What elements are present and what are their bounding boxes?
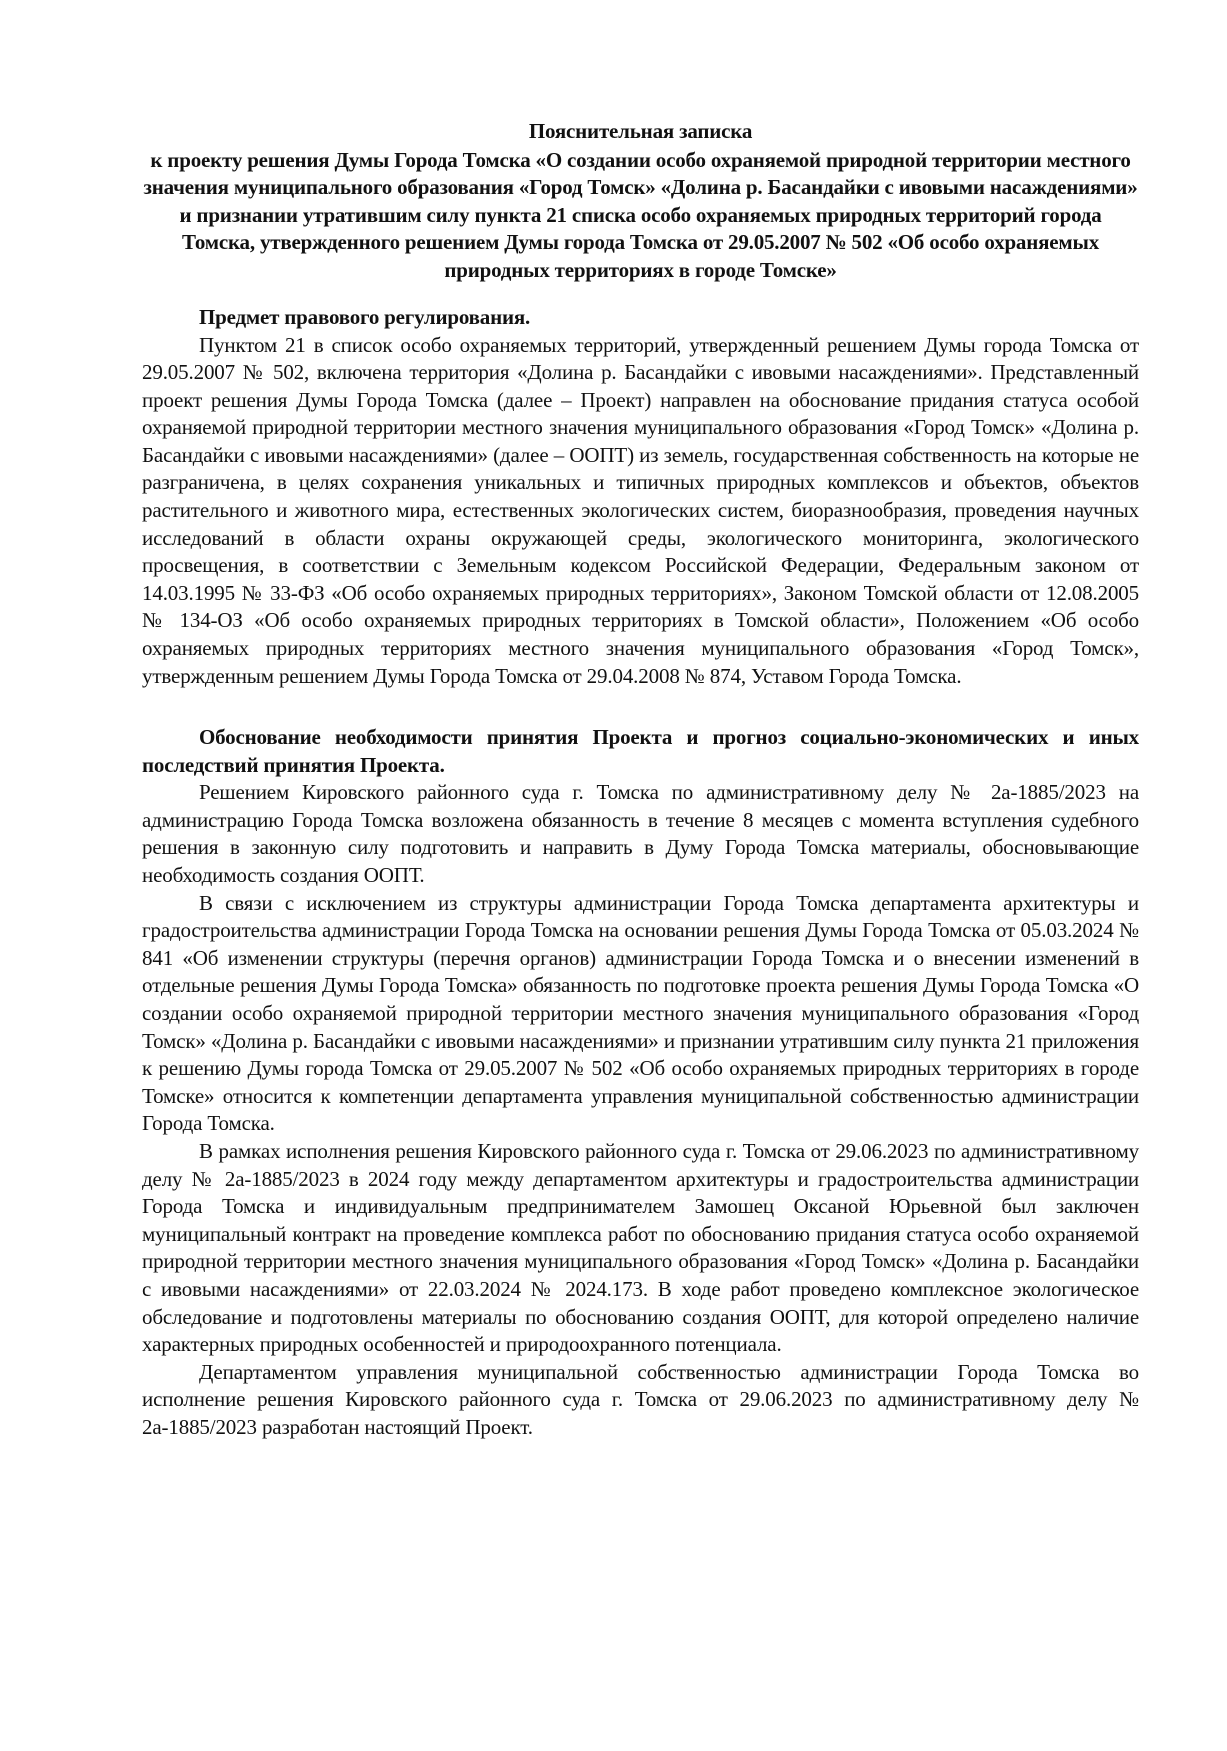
paragraph: Пунктом 21 в список особо охраняемых территорий, утвержденный решением Думы города Томска от 29.05.2007 № 502, включена территория «Долина р. Басандайки с ивовыми насаждениями». Представленный проект решения Думы Города Томска (далее – Проект) направлен на обоснование придания статуса особой охраняемой природной территории местного значения муниципального образования «Город Томск» «Долина р. Басандайки с ивовыми насаждениями» (далее – ООПТ) из земель, государственная собственность на которые не разграничена, в целях сохранения уникальных и типичных природных комплексов и объектов, объектов растительного и животного мира, естественных экологических систем, биоразнообразия, проведения научных исследований в области охраны окружающей среды, экологического мониторинга, экологического просвещения, в соответствии с Земельным кодексом Российской Федерации, Федеральным законом от 14.03.1995 № 33-ФЗ «Об особо охраняемых природных территориях», Законом Томской области от 12.08.2005 № 134-ОЗ «Об особо охраняемых природных территориях в Томской области», Положением «Об особо охраняемых природных территориях местного значения муниципального образования «Город Томск», утвержденным решением Думы Города Томска от 29.04.2008 № 874, Уставом Города Томска. xyxy=(142,332,1139,688)
paragraph: Департаментом управления муниципальной собственностью администрации Города Томска во исполнение решения Кировского районного суда г. Томска от 29.06.2023 по административному делу № 2а-1885/2023 разработан настоящий Проект. xyxy=(142,1359,1139,1439)
document-subtitle: к проекту решения Думы Города Томска «О создании особо охраняемой природной территории местного значения муниципального образования «Город Томск» «Долина р. Басандайки с ивовыми насаждениями» и признании утратившим силу пункта 21 списка особо охраняемых природных территорий города Томска, утвержденного решением Думы города Томска от 29.05.2007 № 502 «Об особо охраняемых природных территориях в городе Томске» xyxy=(143,147,1138,282)
document-title: Пояснительная записка xyxy=(528,119,753,143)
paragraph: Решением Кировского районного суда г. Томска по административному делу № 2а-1885/2023 на администрацию Города Томска возложена обязанность в течение 8 месяцев с момента вступления судебного решения в законную силу подготовить и направить в Думу Города Томска материалы, обосновывающие необходимость создания ООПТ. xyxy=(142,780,1139,887)
section-justification xyxy=(142,724,1139,1441)
document-title-block xyxy=(142,118,1139,284)
section-heading: Предмет правового регулирования. xyxy=(199,305,531,329)
paragraph: В связи с исключением из структуры администрации Города Томска департамента архитектуры и градостроительства администрации Города Томска на основании решения Думы Города Томска от 05.03.2024 № 841 «Об изменении структуры (перечня органов) администрации Города Томска и о внесении изменений в отдельные решения Думы Города Томска» обязанность по подготовке проекта решения Думы Города Томска «О создании особо охраняемой природной территории местного значения муниципального образования «Город Томск» «Долина р. Басандайки с ивовыми насаждениями» и признании утратившим силу пункта 21 приложения к решению Думы города Томска от 29.05.2007 № 502 «Об особо охраняемых природных территориях в городе Томске» относится к компетенции департамента управления муниципальной собственностью администрации Города Томска. xyxy=(142,890,1139,1136)
section-regulation-subject xyxy=(142,304,1139,690)
section-heading: Обоснование необходимости принятия Проекта и прогноз социально-экономических и иных последствий принятия Проекта. xyxy=(142,725,1139,777)
paragraph: В рамках исполнения решения Кировского районного суда г. Томска от 29.06.2023 по административному делу № 2а-1885/2023 в 2024 году между департаментом архитектуры и градостроительства администрации Города Томска и индивидуальным предпринимателем Замошец Оксаной Юрьевной был заключен муниципальный контракт на проведение комплекса работ по обоснованию придания статуса особо охраняемой природной территории местного значения муниципального образования «Город Томск» «Долина р. Басандайки с ивовыми насаждениями» от 22.03.2024 № 2024.173. В ходе работ проведено комплексное экологическое обследование и подготовлены материалы по обоснованию создания ООПТ, для которой определено наличие характерных природных особенностей и природоохранного потенциала. xyxy=(142,1138,1139,1357)
document-page xyxy=(142,118,1139,1441)
